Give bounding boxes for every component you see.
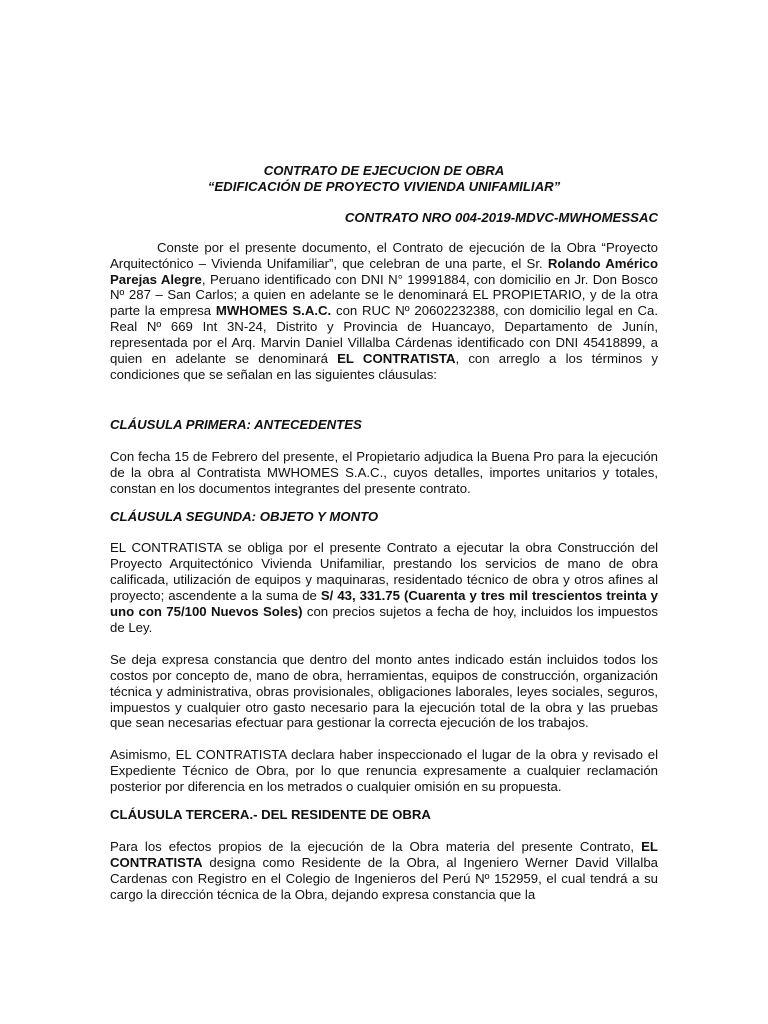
- contract-amount: S/ 43, 331.75 (Cuarenta y tres mil trescientos treinta y uno con 75/100 Nuevos Soles): [110, 588, 659, 620]
- clause-3-text-1: Para los efectos propios de la ejecución de la Obra materia del presente Contrato,: [110, 839, 642, 854]
- clause-2-p1-text-1: EL CONTRATISTA se obliga por el presente Contrato a ejecutar la obra Construcción del Proyecto Arquitectónico Vivienda Unifamiliar, prestando los servicios de mano de obra calificada, utilización de equipos y maquinaras, residentado técnico de obra y otros afines al proyecto; ascendente a la suma de: [110, 540, 658, 604]
- intro-text-4: , con arreglo a los términos y condiciones que se señalan en las siguientes cláusulas:: [110, 351, 658, 382]
- contract-number: CONTRATO NRO 004-2019-MDVC-MWHOMESSAC: [344, 209, 658, 225]
- clause-2-heading: CLÁUSULA SEGUNDA: OBJETO Y MONTO: [110, 508, 379, 524]
- clause-3-contractor-label: EL CONTRATISTA: [110, 839, 658, 870]
- intro-paragraph: [110, 240, 658, 383]
- contractor-label: EL CONTRATISTA: [337, 351, 456, 367]
- clause-2-p1-text-2: con precios sujetos a fecha de hoy, incluidos los impuestos de Ley.: [110, 604, 658, 635]
- owner-name: Rolando Américo Parejas Alegre: [110, 255, 659, 287]
- clause-2-paragraph-3: Asimismo, EL CONTRATISTA declara haber inspeccionado el lugar de la obra y revisado el Expediente Técnico de Obra, por lo que renuncia expresamente a cualquier reclamación posterior por diferencia en los metrados o cualquier omisión en su propuesta.: [110, 747, 658, 795]
- clause-2-paragraph-1: [110, 540, 658, 635]
- clause-2-paragraph-2: Se deja expresa constancia que dentro del monto antes indicado están incluidos todos los costos por concepto de, mano de obra, herramientas, equipos de construcción, organización técnica y administrativa, obras provisionales, obligaciones laborales, leyes sociales, seguros, impuestos y cualquier otro gasto necesario para la ejecución total de la obra y las pruebas que sean necesarias efectuar para gestionar la correcta ejecución de los trabajos.: [110, 651, 658, 731]
- contract-page: [110, 163, 658, 903]
- clause-3-text-2: designa como Residente de la Obra, al Ingeniero Werner David Villalba Cardenas con Registro en el Colegio de Ingenieros del Perú Nº 152959, el cual tendrá a su cargo la dirección técnica de la Obra, dejando expresa constancia que la: [110, 854, 658, 902]
- clause-3-paragraph: [110, 839, 658, 903]
- intro-text-2: , Peruano identificado con DNI N° 19991884, con domicilio en Jr. Don Bosco Nº 287 – San Carlos; a quien en adelante se le denominará EL PROPIETARIO, y de la otra parte la empresa: [110, 271, 659, 319]
- company-name: MWHOMES S.A.C.: [215, 303, 332, 319]
- document-subtitle: “EDIFICACIÓN DE PROYECTO VIVIENDA UNIFAMILIAR”: [207, 178, 561, 194]
- clause-3-heading: CLÁUSULA TERCERA.- DEL RESIDENTE DE OBRA: [110, 807, 431, 823]
- document-title: CONTRATO DE EJECUCION DE OBRA: [263, 163, 505, 178]
- intro-text-3: con RUC Nº 20602232388, con domicilio legal en Ca. Real Nº 669 Int 3N-24, Distrito y Provincia de Huancayo, Departamento de Junín, representada por el Arq. Marvin Daniel Villalba Cárdenas identificado con DNI 45418899, a quien en adelante se denominará: [110, 303, 659, 367]
- clause-1-text: Con fecha 15 de Febrero del presente, el Propietario adjudica la Buena Pro para la ejecución de la obra al Contratista MWHOMES S.A.C., cuyos detalles, importes unitarios y totales, constan en los documentos integrantes del presente contrato.: [110, 448, 658, 496]
- clause-1-heading: CLÁUSULA PRIMERA: ANTECEDENTES: [110, 416, 362, 432]
- intro-text-1: Conste por el presente documento, el Contrato de ejecución de la Obra “Proyecto Arquitectónico – Vivienda Unifamiliar”, que celebran de una parte, el Sr.: [110, 239, 658, 271]
